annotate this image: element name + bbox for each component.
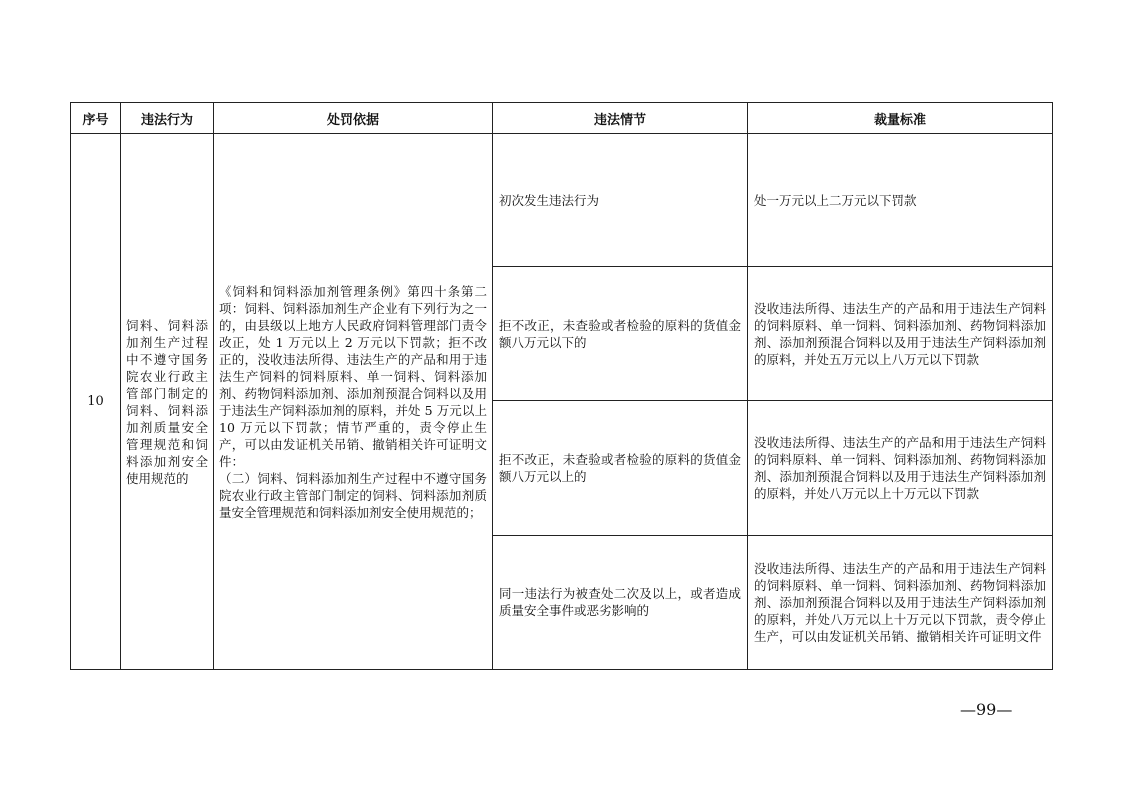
header-basis: 处罚依据	[214, 103, 493, 134]
situation-cell: 同一违法行为被查处二次及以上，或者造成质量安全事件或恶劣影响的	[493, 535, 748, 669]
page-number: —99—	[960, 700, 1013, 719]
standard-cell: 没收违法所得、违法生产的产品和用于违法生产饲料的饲料原料、单一饲料、饲料添加剂、药物饲料添加剂、添加剂预混合饲料以及用于违法生产饲料添加剂的原料，并处五万元以上八万元以下罚款	[748, 267, 1053, 401]
standard-cell: 没收违法所得、违法生产的产品和用于违法生产饲料的饲料原料、单一饲料、饲料添加剂、药物饲料添加剂、添加剂预混合饲料以及用于违法生产饲料添加剂的原料，并处八万元以上十万元以下罚款，责令停止生产，可以由发证机关吊销、撤销相关许可证明文件	[748, 535, 1053, 669]
penalty-basis	[214, 134, 493, 670]
table-row	[71, 134, 1053, 267]
row-index: 10	[71, 134, 121, 670]
situation-cell: 拒不改正，未查验或者检验的原料的货值金额八万元以下的	[493, 267, 748, 401]
header-standard: 裁量标准	[748, 103, 1053, 134]
penalty-basis-main: 《饲料和饲料添加剂管理条例》第四十条第二项：饲料、饲料添加剂生产企业有下列行为之一的，由县级以上地方人民政府饲料管理部门责令改正，处 1 万元以上 2 万元以下罚款；拒不改正的，没收违法所得、违法生产的产品和用于违法生产饲料的饲料原料、单一饲料、饲料添加剂、药物饲料添加剂、添加剂预混合饲料以及用于违法生产饲料添加剂的原料，并处 5 万元以上 10 万元以下罚款；情节严重的，责令停止生产，可以由发证机关吊销、撤销相关许可证明文件：	[219, 283, 487, 469]
standard-cell: 没收违法所得、违法生产的产品和用于违法生产饲料的饲料原料、单一饲料、饲料添加剂、药物饲料添加剂、添加剂预混合饲料以及用于违法生产饲料添加剂的原料，并处八万元以上十万元以下罚款	[748, 401, 1053, 535]
situation-cell: 初次发生违法行为	[493, 134, 748, 267]
situation-cell: 拒不改正，未查验或者检验的原料的货值金额八万元以上的	[493, 401, 748, 535]
penalty-basis-item: （二）饲料、饲料添加剂生产过程中不遵守国务院农业行政主管部门制定的饲料、饲料添加剂质量安全管理规范和饲料添加剂安全使用规范的；	[219, 470, 487, 520]
header-behavior: 违法行为	[121, 103, 214, 134]
penalty-table	[70, 102, 1053, 670]
header-situation: 违法情节	[493, 103, 748, 134]
header-index: 序号	[71, 103, 121, 134]
standard-cell: 处一万元以上二万元以下罚款	[748, 134, 1053, 267]
violation-behavior: 饲料、饲料添加剂生产过程中不遵守国务院农业行政主管部门制定的饲料、饲料添加剂质量安全管理规范和饲料添加剂安全使用规范的	[121, 134, 214, 670]
table-header-row	[71, 103, 1053, 134]
